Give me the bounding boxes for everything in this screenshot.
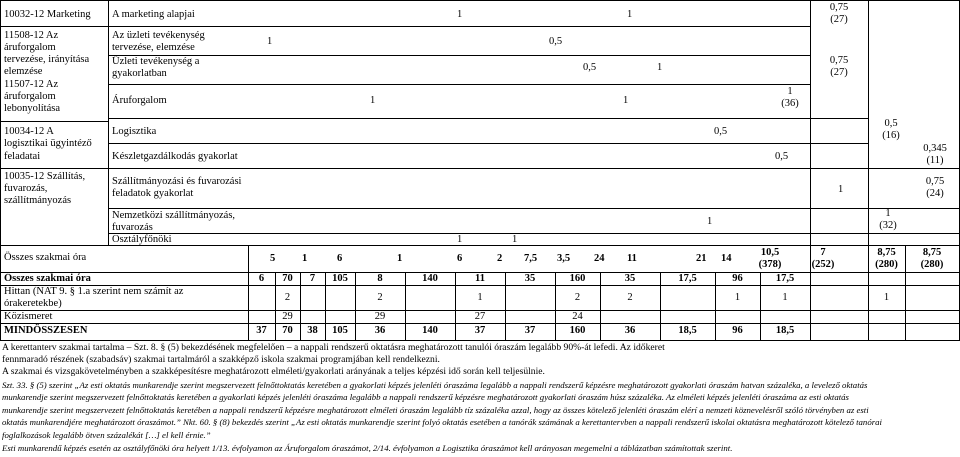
hittan-cell: 2 bbox=[284, 292, 291, 303]
total-cell: 70 bbox=[282, 273, 293, 284]
hittan-cell: 2 bbox=[377, 292, 383, 303]
subject-line: tervezése, elemzése bbox=[112, 42, 195, 53]
hittan-cell: 2 bbox=[574, 292, 581, 303]
note-line: fennmaradó részének (szabadsáv) szakmai tartalmáról a szakképző iskola szakmai programjában kell rendelkezni. bbox=[2, 354, 440, 365]
module-line: szállítmányozás bbox=[4, 195, 72, 206]
subject-logisztika: Logisztika bbox=[112, 126, 157, 137]
mind-cell: 160 bbox=[569, 325, 586, 336]
row-total: 0,345 (11) bbox=[923, 143, 947, 166]
kozismeret-cell: 27 bbox=[474, 311, 486, 322]
module-marketing: 10032-12 Marketing bbox=[4, 9, 91, 20]
total-cell: 21 bbox=[696, 253, 707, 264]
total-cell: 11 bbox=[475, 273, 485, 284]
total-cell: 96 bbox=[732, 273, 743, 284]
module-line: áruforgalom bbox=[4, 91, 56, 102]
module-line: 10034-12 A bbox=[4, 126, 54, 137]
cell-value: 1 bbox=[370, 95, 376, 106]
row-total: 1 (36) bbox=[781, 86, 799, 109]
note-line: munkarendje szerint megszervezett felnőttoktatás keretében a gyakorlati képzés jelenléti óraszáma legalább a nappali rendszerű képzésre meghatározott gyakorlati óraszám húsz százaléka. Az elméleti képzés jelenléti óraszáma az esti oktatás bbox=[2, 392, 849, 402]
kozismeret-cell: 29 bbox=[374, 311, 386, 322]
mind-cell: 36 bbox=[374, 325, 386, 336]
module-line: áruforgalom bbox=[4, 42, 56, 53]
label-osszes-szakmai-2: Összes szakmai óra bbox=[4, 273, 91, 284]
total-cell: 17,5 bbox=[775, 273, 795, 284]
kozismeret-cell: 29 bbox=[282, 311, 293, 322]
note-line: foglalkozások legalább ötven százalékát […] el kell érnie.” bbox=[2, 430, 211, 440]
hittan-cell: 2 bbox=[627, 292, 633, 303]
row-total: 1 (32) bbox=[879, 208, 897, 231]
mind-cell: 38 bbox=[307, 325, 318, 336]
total-cell: 7 bbox=[309, 273, 316, 284]
note-line: munkarendje szerint megszervezett felnőttoktatás keretében a nappali rendszerű képzésre meghatározott elméleti óraszám legalább tíz százaléka azzal, hogy az összes kötelező jelenléti óraszám elérí a nemzeti köznevelésről szóló törvényben az esti bbox=[2, 405, 869, 415]
label-hittan: órakeretekbe) bbox=[4, 298, 62, 309]
hittan-cell: 1 bbox=[734, 292, 741, 303]
cell-value: 1 bbox=[267, 36, 273, 47]
subject-line: gyakorlatban bbox=[112, 68, 167, 79]
total-cell: 24 bbox=[594, 253, 605, 264]
cell-value: 1 bbox=[707, 216, 713, 227]
module-line: tervezése, irányítása bbox=[4, 54, 90, 65]
subject-line: Üzleti tevékenység a bbox=[112, 56, 200, 67]
cell-value: 0,5 bbox=[583, 62, 597, 73]
cell-value: 0,5 bbox=[775, 151, 789, 162]
kozismeret-cell: 24 bbox=[572, 311, 583, 322]
note-line: A szakmai és vizsgakövetelményben a szakképesítésre meghatározott elméleti/gyakorlati arányának a teljes képzési idő során kell teljesülnie. bbox=[2, 366, 545, 377]
note-line: Esti munkarendű képzés esetén az osztályfőnöki óra helyett 1/13. évfolyamon az Áruforgalom óraszámot, 2/14. évfolyamon a Logisztika óraszámot kell arányosan megemelni a táblázatban számítottak szerint. bbox=[2, 443, 733, 453]
total-cell: 8 bbox=[377, 273, 383, 284]
cell-value: 1 bbox=[512, 234, 518, 245]
note-line: Szt. 33. § (5) szerint „Az esti oktatás munkarendje szerint megszervezett felnőttoktatás keretében a gyakorlati képzés jelenléti óraszáma legalább a nappali rendszerű képzésre meghatározott gyakorlati óraszám hatvan százaléka, a levelező oktatás bbox=[2, 380, 868, 390]
total-cell: 6 bbox=[258, 273, 265, 284]
mind-cell: 37 bbox=[256, 325, 267, 336]
cell-value: 1 bbox=[838, 184, 844, 195]
module-line: 11507-12 Az bbox=[4, 79, 59, 90]
total-cell: 17,5 bbox=[678, 273, 697, 284]
cell-value: 1 bbox=[627, 9, 633, 20]
module-line: fuvarozás, bbox=[4, 183, 48, 194]
total-cell: 105 bbox=[332, 273, 348, 284]
hittan-cell: 1 bbox=[883, 292, 890, 303]
module-line: feladatai bbox=[4, 151, 41, 162]
note-line: A kerettanterv szakmai tartalma – Szt. 8. § (5) bekezdésének megfelelően – a nappali rendszerű oktatásra meghatározott tanulói óraszám legalább 90%-át lefedi. Az időkeret bbox=[2, 342, 665, 353]
row-total: 0,75 (24) bbox=[925, 176, 945, 199]
total-cell: 1 bbox=[302, 253, 308, 264]
subject-line: Szállítmányozási és fuvarozási bbox=[112, 176, 242, 187]
subject-line: feladatok gyakorlat bbox=[112, 188, 194, 199]
total-cell: 6 bbox=[337, 253, 343, 264]
module-line: 11508-12 Az bbox=[4, 30, 59, 41]
total-cell: 7 (252) bbox=[811, 247, 835, 270]
total-cell: 160 bbox=[569, 273, 586, 284]
mind-cell: 37 bbox=[474, 325, 486, 336]
total-cell: 2 bbox=[497, 253, 503, 264]
subject-line: Az üzleti tevékenység bbox=[112, 30, 205, 41]
subject-line: fuvarozás bbox=[112, 222, 153, 233]
row-total: 0,5 (16) bbox=[882, 118, 900, 141]
mind-cell: 18,5 bbox=[678, 325, 697, 336]
label-osszes-szakmai: Összes szakmai óra bbox=[4, 252, 87, 263]
total-cell: 3,5 bbox=[557, 253, 571, 264]
cell-value: 0,5 bbox=[714, 126, 728, 137]
label-mindosszesen: MINDÖSSZESEN bbox=[4, 325, 88, 336]
label-hittan: Hittan (NAT 9. § 1.a szerint nem számít az bbox=[4, 286, 184, 297]
total-cell: 11 bbox=[627, 253, 637, 264]
mind-cell: 105 bbox=[332, 325, 348, 336]
total-cell: 10,5 (378) bbox=[758, 247, 782, 270]
subject-keszletgazdalkodas: Készletgazdálkodás gyakorlat bbox=[112, 151, 238, 162]
total-cell: 14 bbox=[721, 253, 732, 264]
total-cell: 6 bbox=[457, 253, 463, 264]
hittan-cell: 1 bbox=[782, 292, 788, 303]
cell-value: 1 bbox=[623, 95, 629, 106]
note-line: oktatás munkarendjére meghatározott óraszámot.” Nkt. 60. § (8) bekezdés szerint „Az esti oktatás munkarendje szerint folyó oktatás esetében a tanórák számának a kerettantervben a nappali rendszerű iskolai oktatásra meghatározott kötelező tanórai bbox=[2, 417, 882, 427]
cell-value: 1 bbox=[457, 9, 463, 20]
module-line: logisztikai ügyintéző bbox=[4, 138, 92, 149]
module-line: elemzése bbox=[4, 66, 43, 77]
label-kozismeret: Közismeret bbox=[4, 311, 53, 322]
total-cell: 7,5 bbox=[524, 253, 538, 264]
subject-aruforgalom: Áruforgalom bbox=[112, 95, 167, 106]
mind-cell: 70 bbox=[282, 325, 293, 336]
total-cell: 8,75 (280) bbox=[875, 247, 898, 270]
mind-cell: 140 bbox=[422, 325, 438, 336]
total-cell: 5 bbox=[270, 253, 276, 264]
mind-cell: 96 bbox=[732, 325, 743, 336]
cell-value: 1 bbox=[457, 234, 463, 245]
total-cell: 35 bbox=[524, 273, 536, 284]
module-line: 10035-12 Szállítás, bbox=[4, 171, 86, 182]
mind-cell: 36 bbox=[624, 325, 636, 336]
module-line: lebonyolítása bbox=[4, 103, 60, 114]
hittan-cell: 1 bbox=[477, 292, 483, 303]
cell-value: 1 bbox=[657, 62, 663, 73]
total-cell: 35 bbox=[624, 273, 636, 284]
subject-line: Nemzetközi szállítmányozás, bbox=[112, 210, 236, 221]
mind-cell: 18,5 bbox=[775, 325, 795, 336]
subject-osztalyfonoki: Osztályfőnöki bbox=[112, 234, 172, 245]
row-total: 0,75 (27) bbox=[829, 55, 849, 78]
total-cell: 8,75 (280) bbox=[920, 247, 944, 270]
cell-value: 0,5 bbox=[549, 36, 563, 47]
subject-marketing-alapjai: A marketing alapjai bbox=[112, 9, 195, 20]
total-cell: 140 bbox=[422, 273, 438, 284]
mind-cell: 37 bbox=[524, 325, 536, 336]
total-cell: 1 bbox=[397, 253, 403, 264]
row-total: 0,75 (27) bbox=[829, 2, 849, 25]
